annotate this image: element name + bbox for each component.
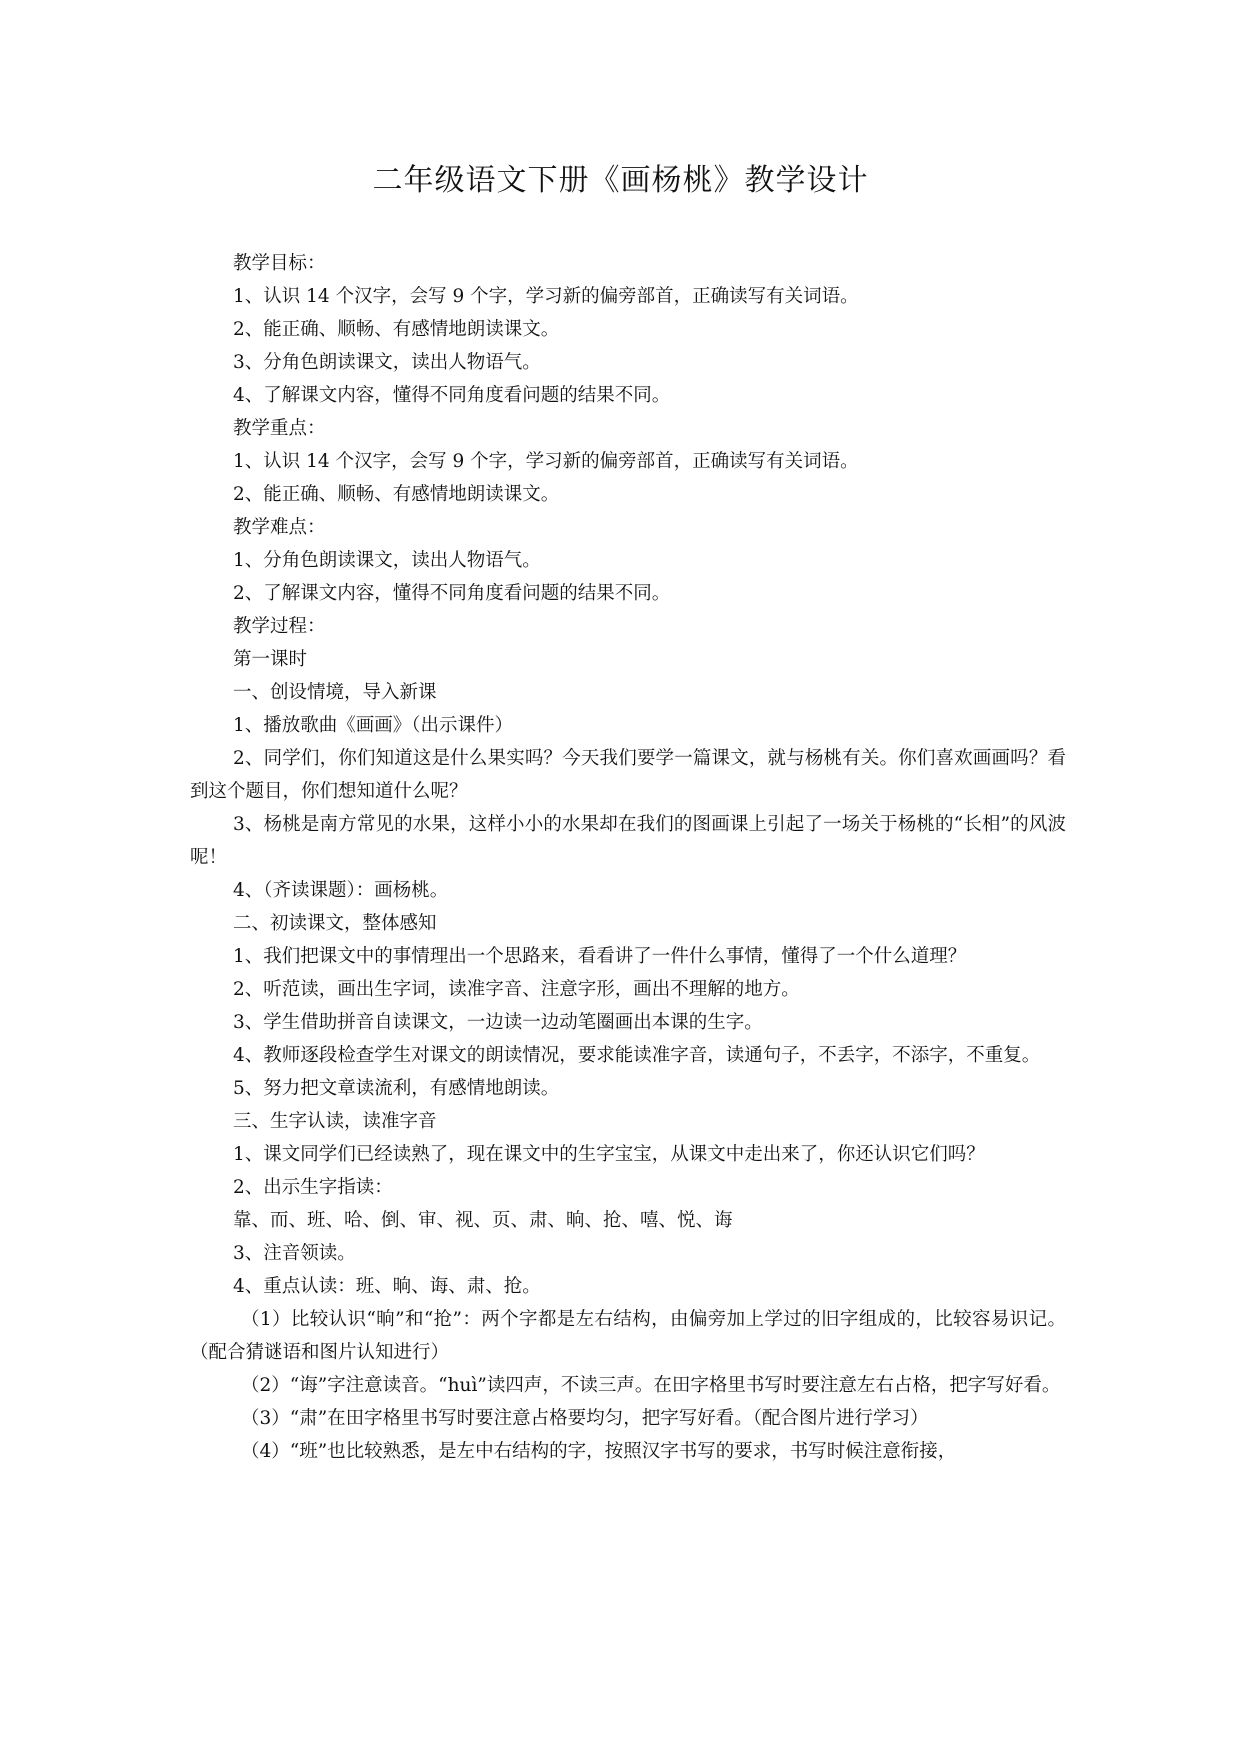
section-heading-objectives: 教学目标： bbox=[233, 253, 326, 274]
paragraph: 2、同学们，你们知道这是什么果实吗？今天我们要学一篇课文，就与杨桃有关。你们喜欢画画吗？看到这个题目，你们想知道什么呢？ bbox=[190, 748, 1066, 802]
paragraph: 1、我们把课文中的事情理出一个思路来，看看讲了一件什么事情，懂得了一个什么道理？ bbox=[233, 946, 967, 967]
paragraph: 1、分角色朗读课文，读出人物语气。 bbox=[233, 550, 541, 571]
paragraph: 3、杨桃是南方常见的水果，这样小小的水果却在我们的图画课上引起了一场关于杨桃的“长相”的风波呢！ bbox=[190, 814, 1066, 868]
section-heading-key-points: 教学重点： bbox=[233, 418, 326, 439]
paragraph: 1、播放歌曲《画画》（出示课件） bbox=[233, 715, 514, 736]
paragraph: 2、能正确、顺畅、有感情地朗读课文。 bbox=[233, 319, 560, 340]
character-list: 靠、而、班、哈、倒、审、视、页、肃、晌、抢、嘻、悦、诲 bbox=[233, 1210, 733, 1231]
paragraph: 1、课文同学们已经读熟了，现在课文中的生字宝宝，从课文中走出来了，你还认识它们吗？ bbox=[233, 1144, 985, 1165]
paragraph: （4）“班”也比较熟悉，是左中右结构的字，按照汉字书写的要求，书写时候注意衔接， bbox=[241, 1441, 957, 1462]
step-heading: 三、生字认读，读准字音 bbox=[233, 1111, 437, 1132]
lesson-heading: 第一课时 bbox=[233, 649, 308, 670]
paragraph: 3、分角色朗读课文，读出人物语气。 bbox=[233, 352, 541, 373]
paragraph: 4、教师逐段检查学生对课文的朗读情况，要求能读准字音，读通句子，不丢字，不添字，不重复。 bbox=[233, 1045, 1041, 1066]
step-heading: 一、创设情境，导入新课 bbox=[233, 682, 437, 703]
document-title: 二年级语文下册《画杨桃》教学设计 bbox=[372, 163, 869, 198]
paragraph: （1）比较认识“晌”和“抢”：两个字都是左右结构，由偏旁加上学过的旧字组成的，比较容易识记。（配合猜谜语和图片认知进行） bbox=[190, 1309, 1066, 1363]
paragraph: 4、重点认读：班、晌、诲、肃、抢。 bbox=[233, 1276, 541, 1297]
paragraph: （2）“诲”字注意读音。“huì”读四声，不读三声。在田字格里书写时要注意左右占格，把字写好看。 bbox=[241, 1375, 1061, 1396]
paragraph: 4、了解课文内容，懂得不同角度看问题的结果不同。 bbox=[233, 385, 671, 406]
paragraph: （3）“肃”在田字格里书写时要注意占格要均匀，把字写好看。（配合图片进行学习） bbox=[241, 1408, 929, 1429]
section-heading-difficulties: 教学难点： bbox=[233, 517, 326, 538]
paragraph: 2、了解课文内容，懂得不同角度看问题的结果不同。 bbox=[233, 583, 671, 604]
document-body bbox=[190, 247, 1066, 1468]
paragraph: 2、听范读，画出生字词，读准字音、注意字形，画出不理解的地方。 bbox=[233, 979, 800, 1000]
paragraph: 1、认识 14 个汉字，会写 9 个字，学习新的偏旁部首，正确读写有关词语。 bbox=[233, 286, 859, 307]
paragraph: 5、努力把文章读流利，有感情地朗读。 bbox=[233, 1078, 560, 1099]
paragraph: 3、学生借助拼音自读课文，一边读一边动笔圈画出本课的生字。 bbox=[233, 1012, 763, 1033]
step-heading: 二、初读课文，整体感知 bbox=[233, 913, 437, 934]
section-heading-process: 教学过程： bbox=[233, 616, 326, 637]
paragraph: 3、注音领读。 bbox=[233, 1243, 356, 1264]
paragraph: 2、能正确、顺畅、有感情地朗读课文。 bbox=[233, 484, 560, 505]
paragraph: 1、认识 14 个汉字，会写 9 个字，学习新的偏旁部首，正确读写有关词语。 bbox=[233, 451, 859, 472]
paragraph: 2、出示生字指读： bbox=[233, 1177, 393, 1198]
paragraph: 4、（齐读课题）：画杨桃。 bbox=[233, 880, 449, 901]
